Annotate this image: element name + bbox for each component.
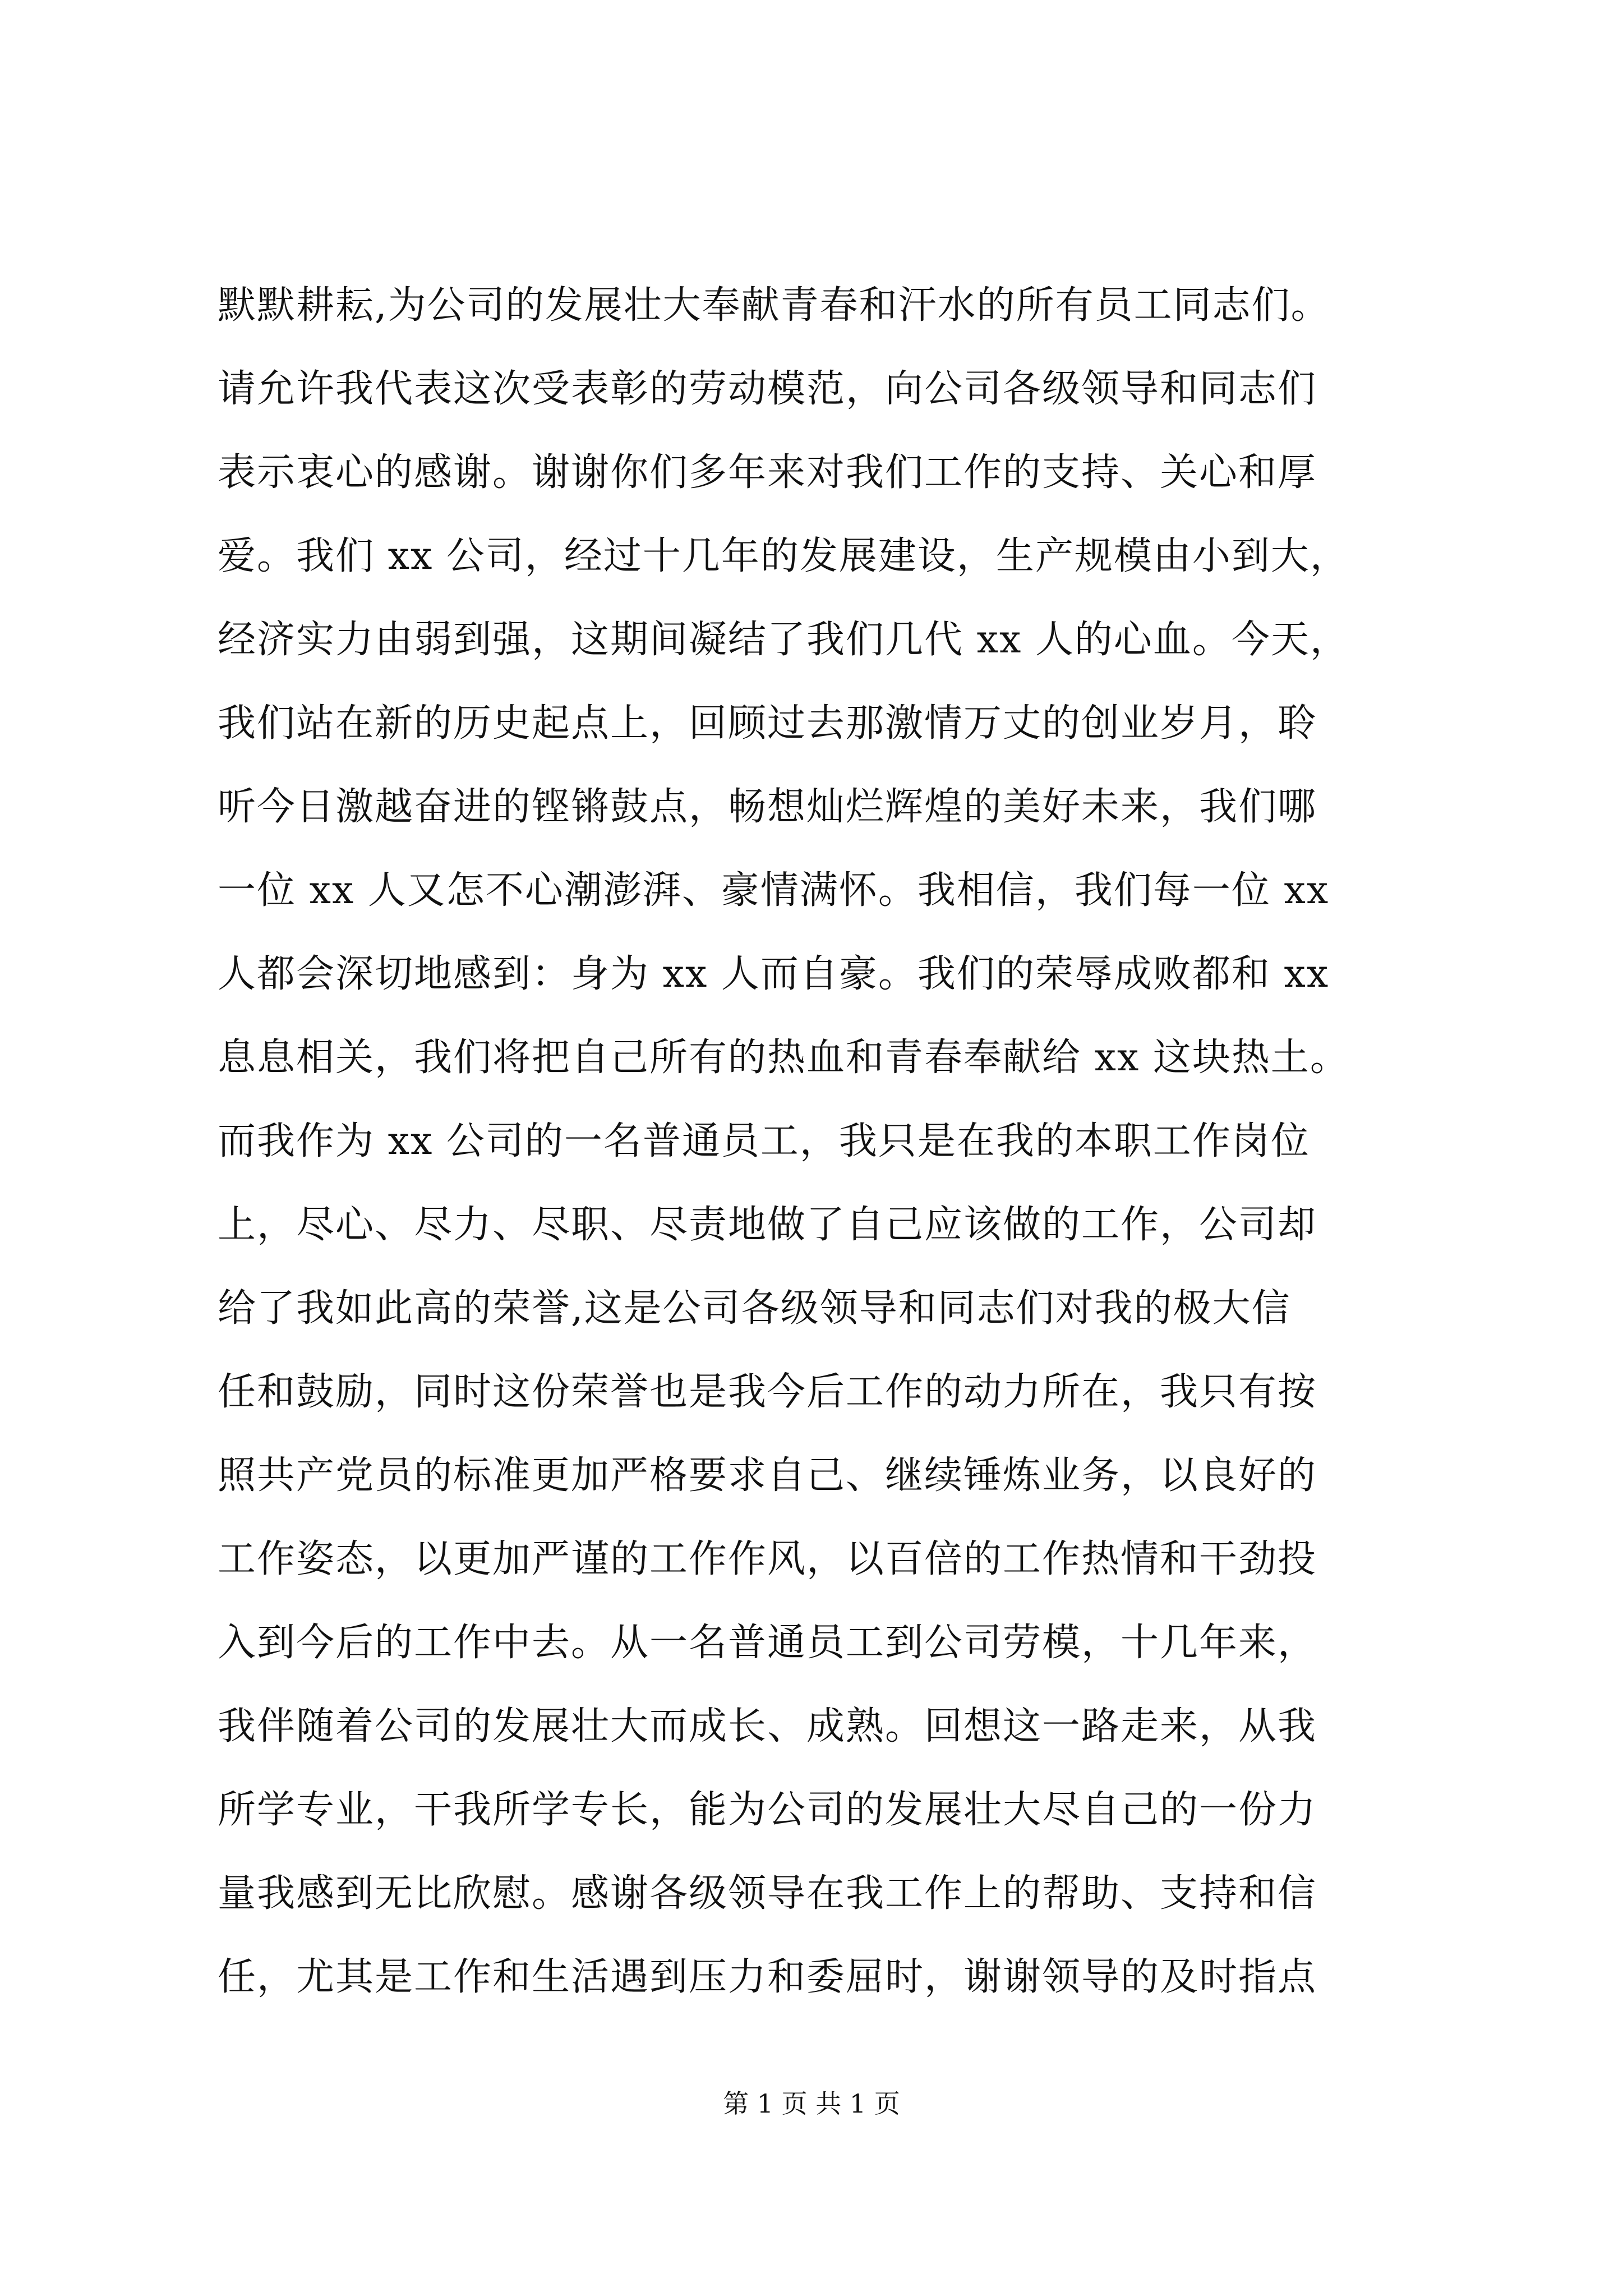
text-line: 入到今后的工作中去。从一名普通员工到公司劳模，十几年来， [218, 1621, 1317, 1665]
text-line: 而我作为 xx 公司的一名普通员工，我只是在我的本职工作岗位 [218, 1119, 1310, 1163]
text-line: 我伴随着公司的发展壮大而成长、成熟。回想这一路走来，从我 [218, 1704, 1317, 1749]
text-line: 给了我如此高的荣誉,这是公司各级领导和同志们对我的极大信 [218, 1286, 1291, 1331]
text-line: 量我感到无比欣慰。感谢各级领导在我工作上的帮助、支持和信 [218, 1871, 1317, 1916]
body-text [218, 264, 1485, 2019]
text-line: 我们站在新的历史起点上，回顾过去那激情万丈的创业岁月，聆 [218, 701, 1317, 746]
text-line: 默默耕耘,为公司的发展壮大奉献青春和汗水的所有员工同志们。 [218, 283, 1330, 328]
text-line: 听今日激越奋进的铿锵鼓点，畅想灿烂辉煌的美好未来，我们哪 [218, 785, 1317, 829]
text-line: 任，尤其是工作和生活遇到压力和委屈时，谢谢领导的及时指点 [218, 1955, 1317, 1999]
text-line: 经济实力由弱到强，这期间凝结了我们几代 xx 人的心血。今天， [218, 618, 1349, 662]
text-line: 上，尽心、尽力、尽职、尽责地做了自己应该做的工作，公司却 [218, 1203, 1317, 1247]
text-line: 工作姿态，以更加严谨的工作作风，以百倍的工作热情和干劲投 [218, 1537, 1317, 1581]
text-line: 表示衷心的感谢。谢谢你们多年来对我们工作的支持、关心和厚 [218, 450, 1317, 495]
text-line: 息息相关，我们将把自己所有的热血和青春奉献给 xx 这块热土。 [218, 1036, 1349, 1080]
text-line: 所学专业，干我所学专长，能为公司的发展壮大尽自己的一份力 [218, 1788, 1317, 1832]
text-line: 照共产党员的标准更加严格要求自己、继续锤炼业务，以良好的 [218, 1453, 1317, 1498]
text-line: 人都会深切地感到：身为 xx 人而自豪。我们的荣辱成败都和 xx [218, 952, 1330, 996]
text-line: 任和鼓励，同时这份荣誉也是我今后工作的动力所在，我只有按 [218, 1370, 1317, 1414]
text-line: 爱。我们 xx 公司，经过十几年的发展建设，生产规模由小到大， [218, 534, 1349, 578]
page-number-footer: 第 1 页 共 1 页 [723, 2088, 900, 2119]
text-line: 请允许我代表这次受表彰的劳动模范，向公司各级领导和同志们 [218, 367, 1317, 411]
text-line: 一位 xx 人又怎不心潮澎湃、豪情满怀。我相信，我们每一位 xx [218, 868, 1330, 913]
